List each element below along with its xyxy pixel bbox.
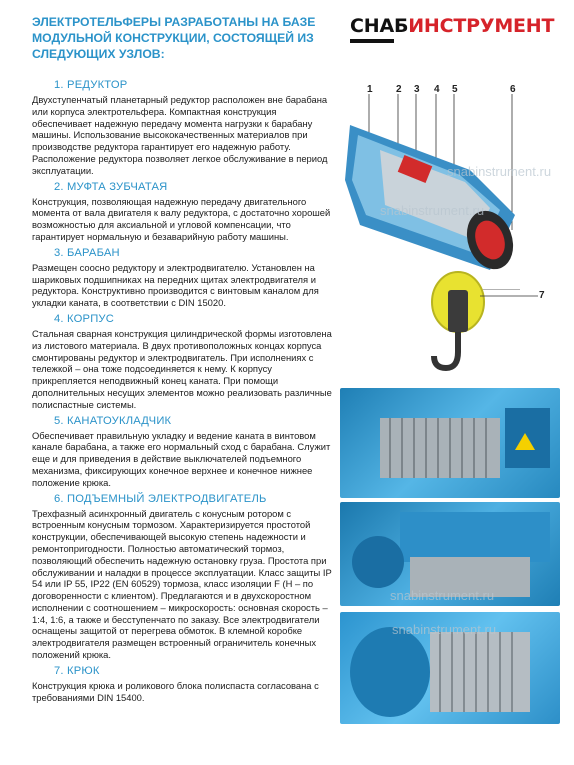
diagram-label: 1 bbox=[367, 84, 373, 95]
section-housing bbox=[32, 312, 332, 411]
watermark: snabinstrument.ru bbox=[392, 622, 497, 637]
sections-column bbox=[32, 78, 332, 703]
diagram-label: 5 bbox=[452, 84, 458, 95]
cutaway-diagram bbox=[340, 80, 520, 290]
section-title: 5. КАНАТОУКЛАДЧИК bbox=[54, 414, 172, 427]
hook-illustration bbox=[410, 270, 560, 380]
section-hook bbox=[32, 664, 332, 704]
section-reducer bbox=[32, 78, 332, 177]
section-text: Конструкция крюка и роликового блока полиспаста согласована с требованиями DIN 15400. bbox=[32, 679, 319, 703]
watermark: snabinstrument.ru bbox=[390, 588, 495, 603]
hoist-cutaway-illustration bbox=[340, 80, 520, 290]
watermark: snabinstrument.ru bbox=[380, 203, 485, 218]
section-title: 3. БАРАБАН bbox=[54, 246, 120, 259]
section-text: Конструкция, позволяющая надежную передачу двигательного момента от вала двигателя к валу редуктора, с достаточно хорошей возможностью для аксиальной и угловой компенсации, что гарантирует нормальную и безаварийную работу машины. bbox=[32, 195, 331, 242]
section-drum bbox=[32, 246, 332, 309]
diagram-label: 7 bbox=[539, 290, 545, 301]
diagram-label: 6 bbox=[510, 84, 516, 95]
watermark: snabinstrument.ru bbox=[447, 164, 552, 179]
section-text: Размещен соосно редуктору и электродвигателю. Установлен на шариковых подшипниках на передних щитах электродвигателя и редуктора. Конструктивно производится с винтовым каналом для укладки каната, в соответствии с DIN 15020. bbox=[32, 261, 319, 309]
section-rope-guide bbox=[32, 414, 332, 489]
section-text: Двухступенчатый планетарный редуктор расположен вне барабана или корпуса электротельфера. Компактная конструкция обеспечивает надежную передачу момента нагрузки к барабану машины. Использование высококачественных материалов при производстве редуктора гарантирует его надежную работу. Расположение редуктора позволяет легкое обслуживание в период эксплуатации. bbox=[32, 94, 328, 176]
diagram-label: 2 bbox=[396, 84, 402, 95]
diagram-label: 4 bbox=[434, 84, 440, 95]
logo-text: СНАБИНСТРУМЕНТ bbox=[350, 15, 555, 37]
logo-underline bbox=[350, 39, 394, 43]
section-title: 6. ПОДЪЕМНЫЙ ЭЛЕКТРОДВИГАТЕЛЬ bbox=[54, 492, 267, 505]
section-title: 4. КОРПУС bbox=[54, 312, 115, 325]
section-title: 7. КРЮК bbox=[54, 664, 100, 677]
section-text: Обеспечивает правильную укладку и ведение каната в винтовом канале барабана, а также его нормальный сход с барабана. Служит еще и для приведения в действие выключателей подъемного механизма, фиксирующих конечное верхнее и конечное нижнее положение крюка. bbox=[32, 429, 331, 488]
section-title: 1. РЕДУКТОР bbox=[54, 79, 128, 91]
page-heading: ЭЛЕКТРОТЕЛЬФЕРЫ РАЗРАБОТАНЫ НА БАЗЕ МОДУЛЬНОЙ КОНСТРУКЦИИ, СОСТОЯЩЕЙ ИЗ СЛЕДУЮЩИХ УЗЛОВ: bbox=[32, 15, 316, 61]
section-text: Стальная сварная конструкция цилиндрической формы изготовлена из листового материала. В двух противоположных концах корпуса смонтированы редуктор и электродвигатель. При исполнениях с тележкой – она тоже подсоединяется к нему. К корпусу прикрепляется неподвижный конец каната. При помощи дополнительных несущих элементов можно реализовать различные полиспастные системы. bbox=[32, 327, 332, 410]
company-logo bbox=[350, 14, 555, 50]
section-motor bbox=[32, 492, 332, 661]
section-coupling bbox=[32, 180, 332, 243]
hoist-photo-1 bbox=[340, 388, 560, 498]
section-title: 2. МУФТА ЗУБЧАТАЯ bbox=[54, 180, 168, 193]
diagram-label: 3 bbox=[414, 84, 420, 95]
section-text: Трехфазный асинхронный двигатель с конусным ротором с встроенным конусным тормозом. Характеризируется простотой конструкции, обеспечивающей высокую степень надежности и ремонтопригодности. Полностью автоматический тормоз, позволяющий обеспечить надежную остановку груза. Простота при обслуживании и наладки в процессе эксплуатации. Класс защиты IP 54 или IP 55, IP22 (EN 60529) тормоза, класс изоляции F (Н – по договоренности с клиентом). Предлагаются и в двухскоростном исполнении с соотношением – микроскорость: основная скорость – 1:4, 1:6, а также и бесступенчато по заказу. Все электродвигатели оснащены защитой от перегрева обмоток. В клемной коробке электродвигателя размещен встроенный ограничитель конечных положений крюка. bbox=[32, 507, 332, 661]
